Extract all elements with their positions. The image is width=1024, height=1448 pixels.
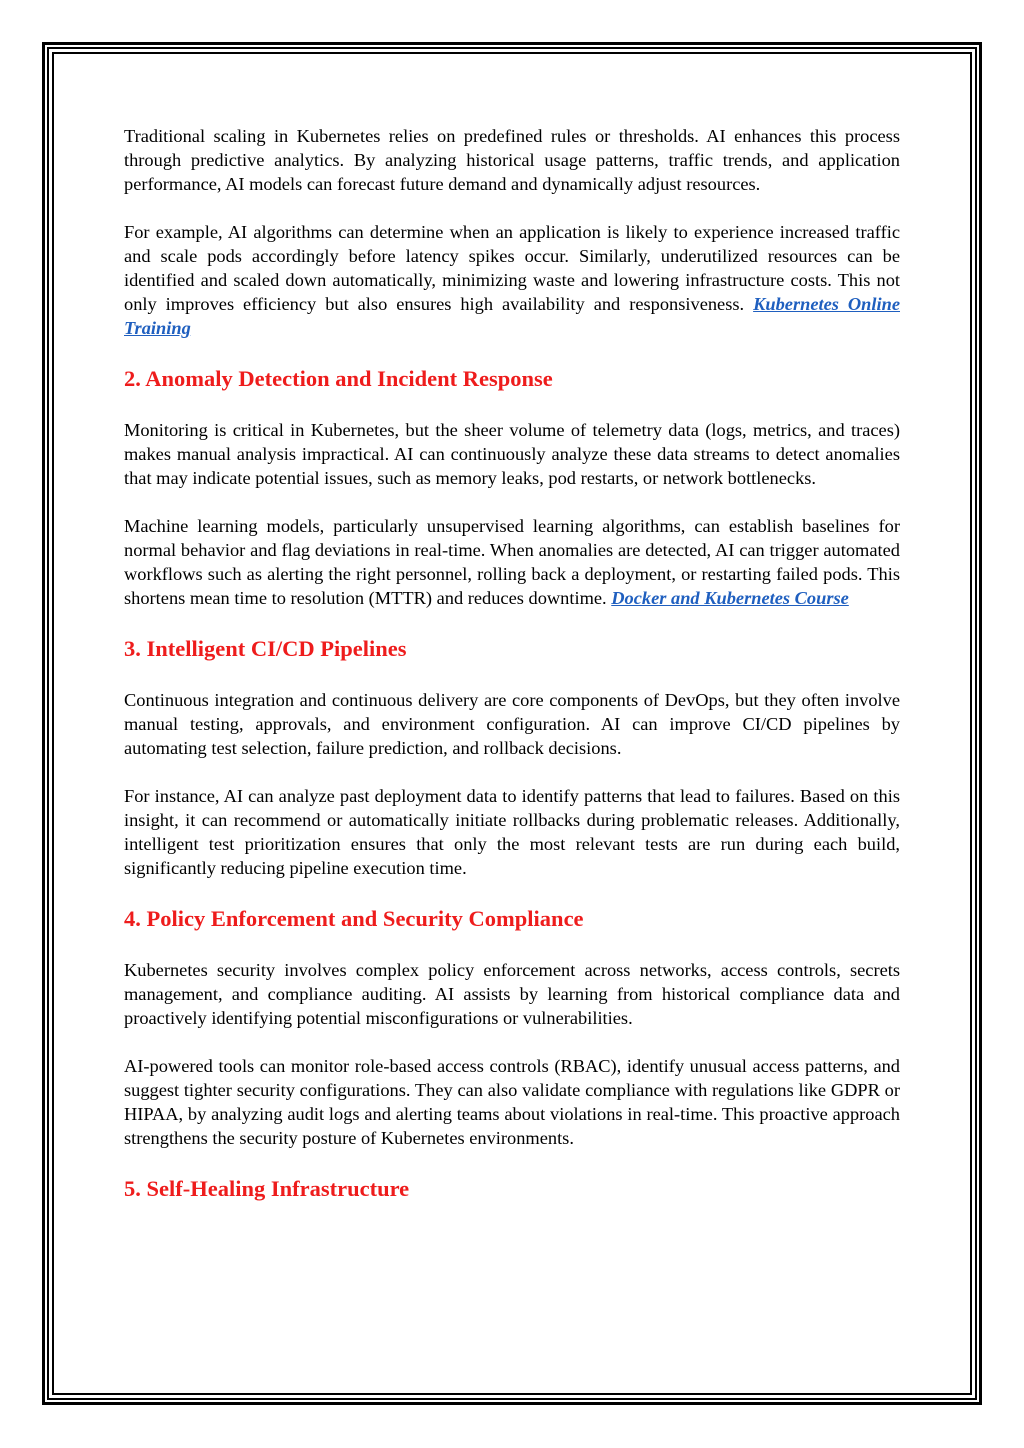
paragraph-continuous-integration: Continuous integration and continuous delivery are core components of DevOps, but they often involve manual testing, approvals, and environment configuration. AI can improve CI/CD pipelines by automating test selection, failure prediction, and rollback decisions. — [124, 690, 900, 758]
kubernetes-online-training-link[interactable]: Kubernetes Online Training — [124, 294, 900, 338]
paragraph-ai-powered-tools: AI-powered tools can monitor role-based access controls (RBAC), identify unusual access patterns, and suggest tighter security configurations. They can also validate compliance with regulations like GDPR or HIPAA, by analyzing audit logs and alerting teams about violations in real-time. This proactive approach strengthens the security posture of Kubernetes environments. — [124, 1056, 900, 1148]
paragraph-text: Machine learning models, particularly unsupervised learning algorithms, can establish baselines for normal behavior and flag deviations in real-time. When anomalies are detected, AI can trigger automated workflows such as alerting the right personnel, rolling back a deployment, or restarting failed pods. This shortens mean time to resolution (MTTR) and reduces downtime. — [124, 516, 900, 608]
paragraph-monitoring: Monitoring is critical in Kubernetes, but the sheer volume of telemetry data (logs, metrics, and traces) makes manual analysis impractical. AI can continuously analyze these data streams to detect anomalies that may indicate potential issues, such as memory leaks, pod restarts, or network bottlenecks. — [124, 420, 900, 488]
paragraph-predictive-scaling: Traditional scaling in Kubernetes relies on predefined rules or thresholds. AI enhances this process through predictive analytics. By analyzing historical usage patterns, traffic trends, and application performance, AI models can forecast future demand and dynamically adjust resources. — [124, 126, 900, 194]
docker-kubernetes-course-link[interactable]: Docker and Kubernetes Course — [611, 588, 849, 608]
document-body — [124, 124, 900, 1228]
paragraph-text: For example, AI algorithms can determine when an application is likely to experience increased traffic and scale pods accordingly before latency spikes occur. Similarly, underutilized resources can be identified and scaled down automatically, minimizing waste and lowering infrastructure costs. This not only improves efficiency but also ensures high availability and responsiveness. — [124, 222, 900, 314]
paragraph-deployment-analysis: For instance, AI can analyze past deployment data to identify patterns that lead to failures. Based on this insight, it can recommend or automatically initiate rollbacks during problematic releases. Additionally, intelligent test prioritization ensures that only the most relevant tests are run during each build, significantly reducing pipeline execution time. — [124, 786, 900, 878]
paragraph-kubernetes-security: Kubernetes security involves complex policy enforcement across networks, access controls, secrets management, and compliance auditing. AI assists by learning from historical compliance data and proactively identifying potential misconfigurations or vulnerabilities. — [124, 960, 900, 1028]
heading-anomaly-detection: 2. Anomaly Detection and Incident Response — [124, 366, 553, 391]
heading-policy-enforcement: 4. Policy Enforcement and Security Compliance — [124, 906, 584, 931]
heading-cicd-pipelines: 3. Intelligent CI/CD Pipelines — [124, 636, 407, 661]
paragraph-machine-learning — [124, 514, 900, 610]
paragraph-scaling-example — [124, 220, 900, 340]
heading-self-healing: 5. Self-Healing Infrastructure — [124, 1176, 410, 1201]
